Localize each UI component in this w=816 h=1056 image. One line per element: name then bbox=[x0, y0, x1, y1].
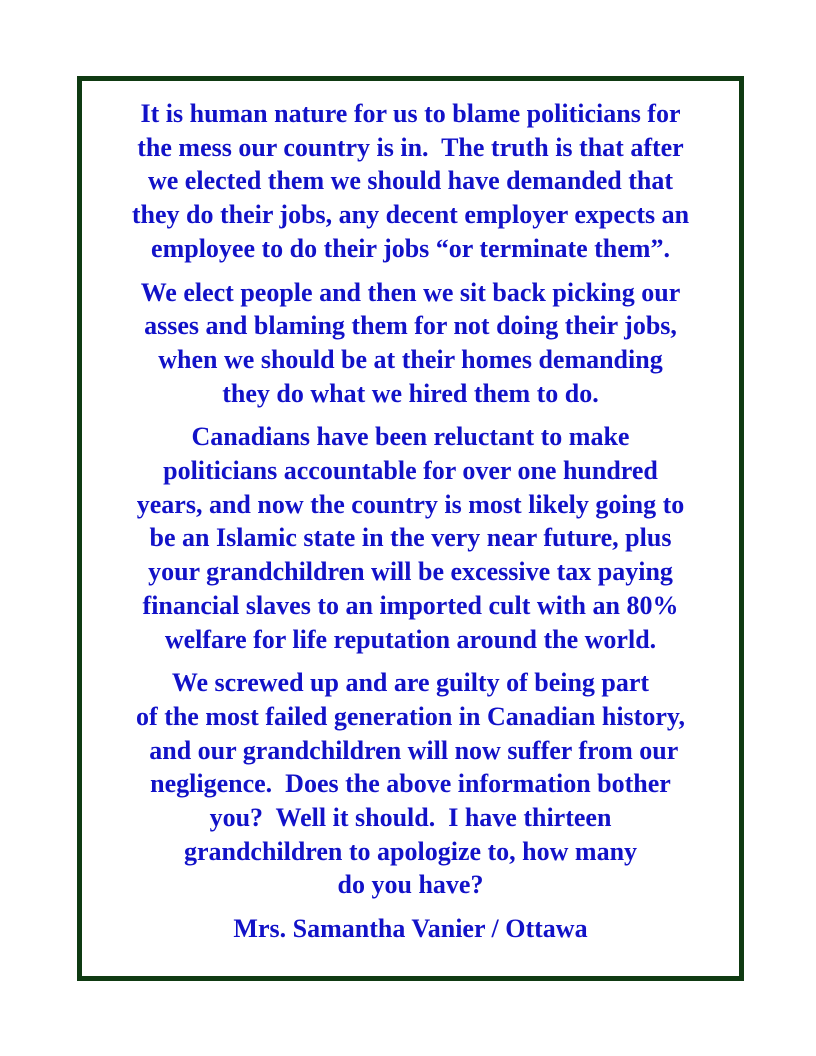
bordered-frame bbox=[77, 76, 744, 981]
text-line: your grandchildren will be excessive tax paying bbox=[148, 557, 673, 587]
text-line: when we should be at their homes demanding bbox=[158, 344, 663, 374]
paragraph-4 bbox=[82, 666, 739, 902]
text-line: they do their jobs, any decent employer expects an bbox=[131, 200, 690, 230]
text-line: the mess our country is in. The truth is that after bbox=[137, 132, 684, 162]
paragraph-2 bbox=[82, 276, 739, 411]
text-line: years, and now the country is most likely going to bbox=[136, 489, 685, 519]
text-line: employee to do their jobs “or terminate them”. bbox=[151, 233, 670, 263]
text-line: of the most failed generation in Canadian history, bbox=[136, 701, 685, 731]
text-line: asses and blaming them for not doing their jobs, bbox=[144, 311, 677, 341]
text-line: financial slaves to an imported cult with an 80% bbox=[142, 590, 679, 620]
text-line: and our grandchildren will now suffer from our bbox=[142, 735, 679, 765]
paragraph-3 bbox=[82, 420, 739, 656]
text-line: welfare for life reputation around the world. bbox=[164, 624, 657, 654]
text-line: be an Islamic state in the very near future, plus bbox=[149, 523, 672, 553]
text-line: politicians accountable for over one hundred bbox=[163, 456, 658, 486]
text-line: We screwed up and are guilty of being part bbox=[171, 668, 650, 698]
text-line: We elect people and then we sit back picking our bbox=[140, 277, 681, 307]
text-line: Canadians have been reluctant to make bbox=[191, 422, 630, 452]
text-line: do you have? bbox=[337, 870, 484, 900]
text-line: we elected them we should have demanded that bbox=[147, 166, 674, 196]
signature: Mrs. Samantha Vanier / Ottawa bbox=[233, 914, 588, 944]
text-line: negligence. Does the above information bother bbox=[150, 769, 671, 799]
text-line: It is human nature for us to blame politicians for bbox=[140, 99, 681, 128]
text-line: they do what we hired them to do. bbox=[222, 378, 599, 408]
letter-body bbox=[82, 97, 739, 945]
paragraph-1 bbox=[82, 97, 739, 266]
text-line: you? Well it should. I have thirteen bbox=[209, 803, 612, 833]
text-line: grandchildren to apologize to, how many bbox=[183, 836, 638, 866]
